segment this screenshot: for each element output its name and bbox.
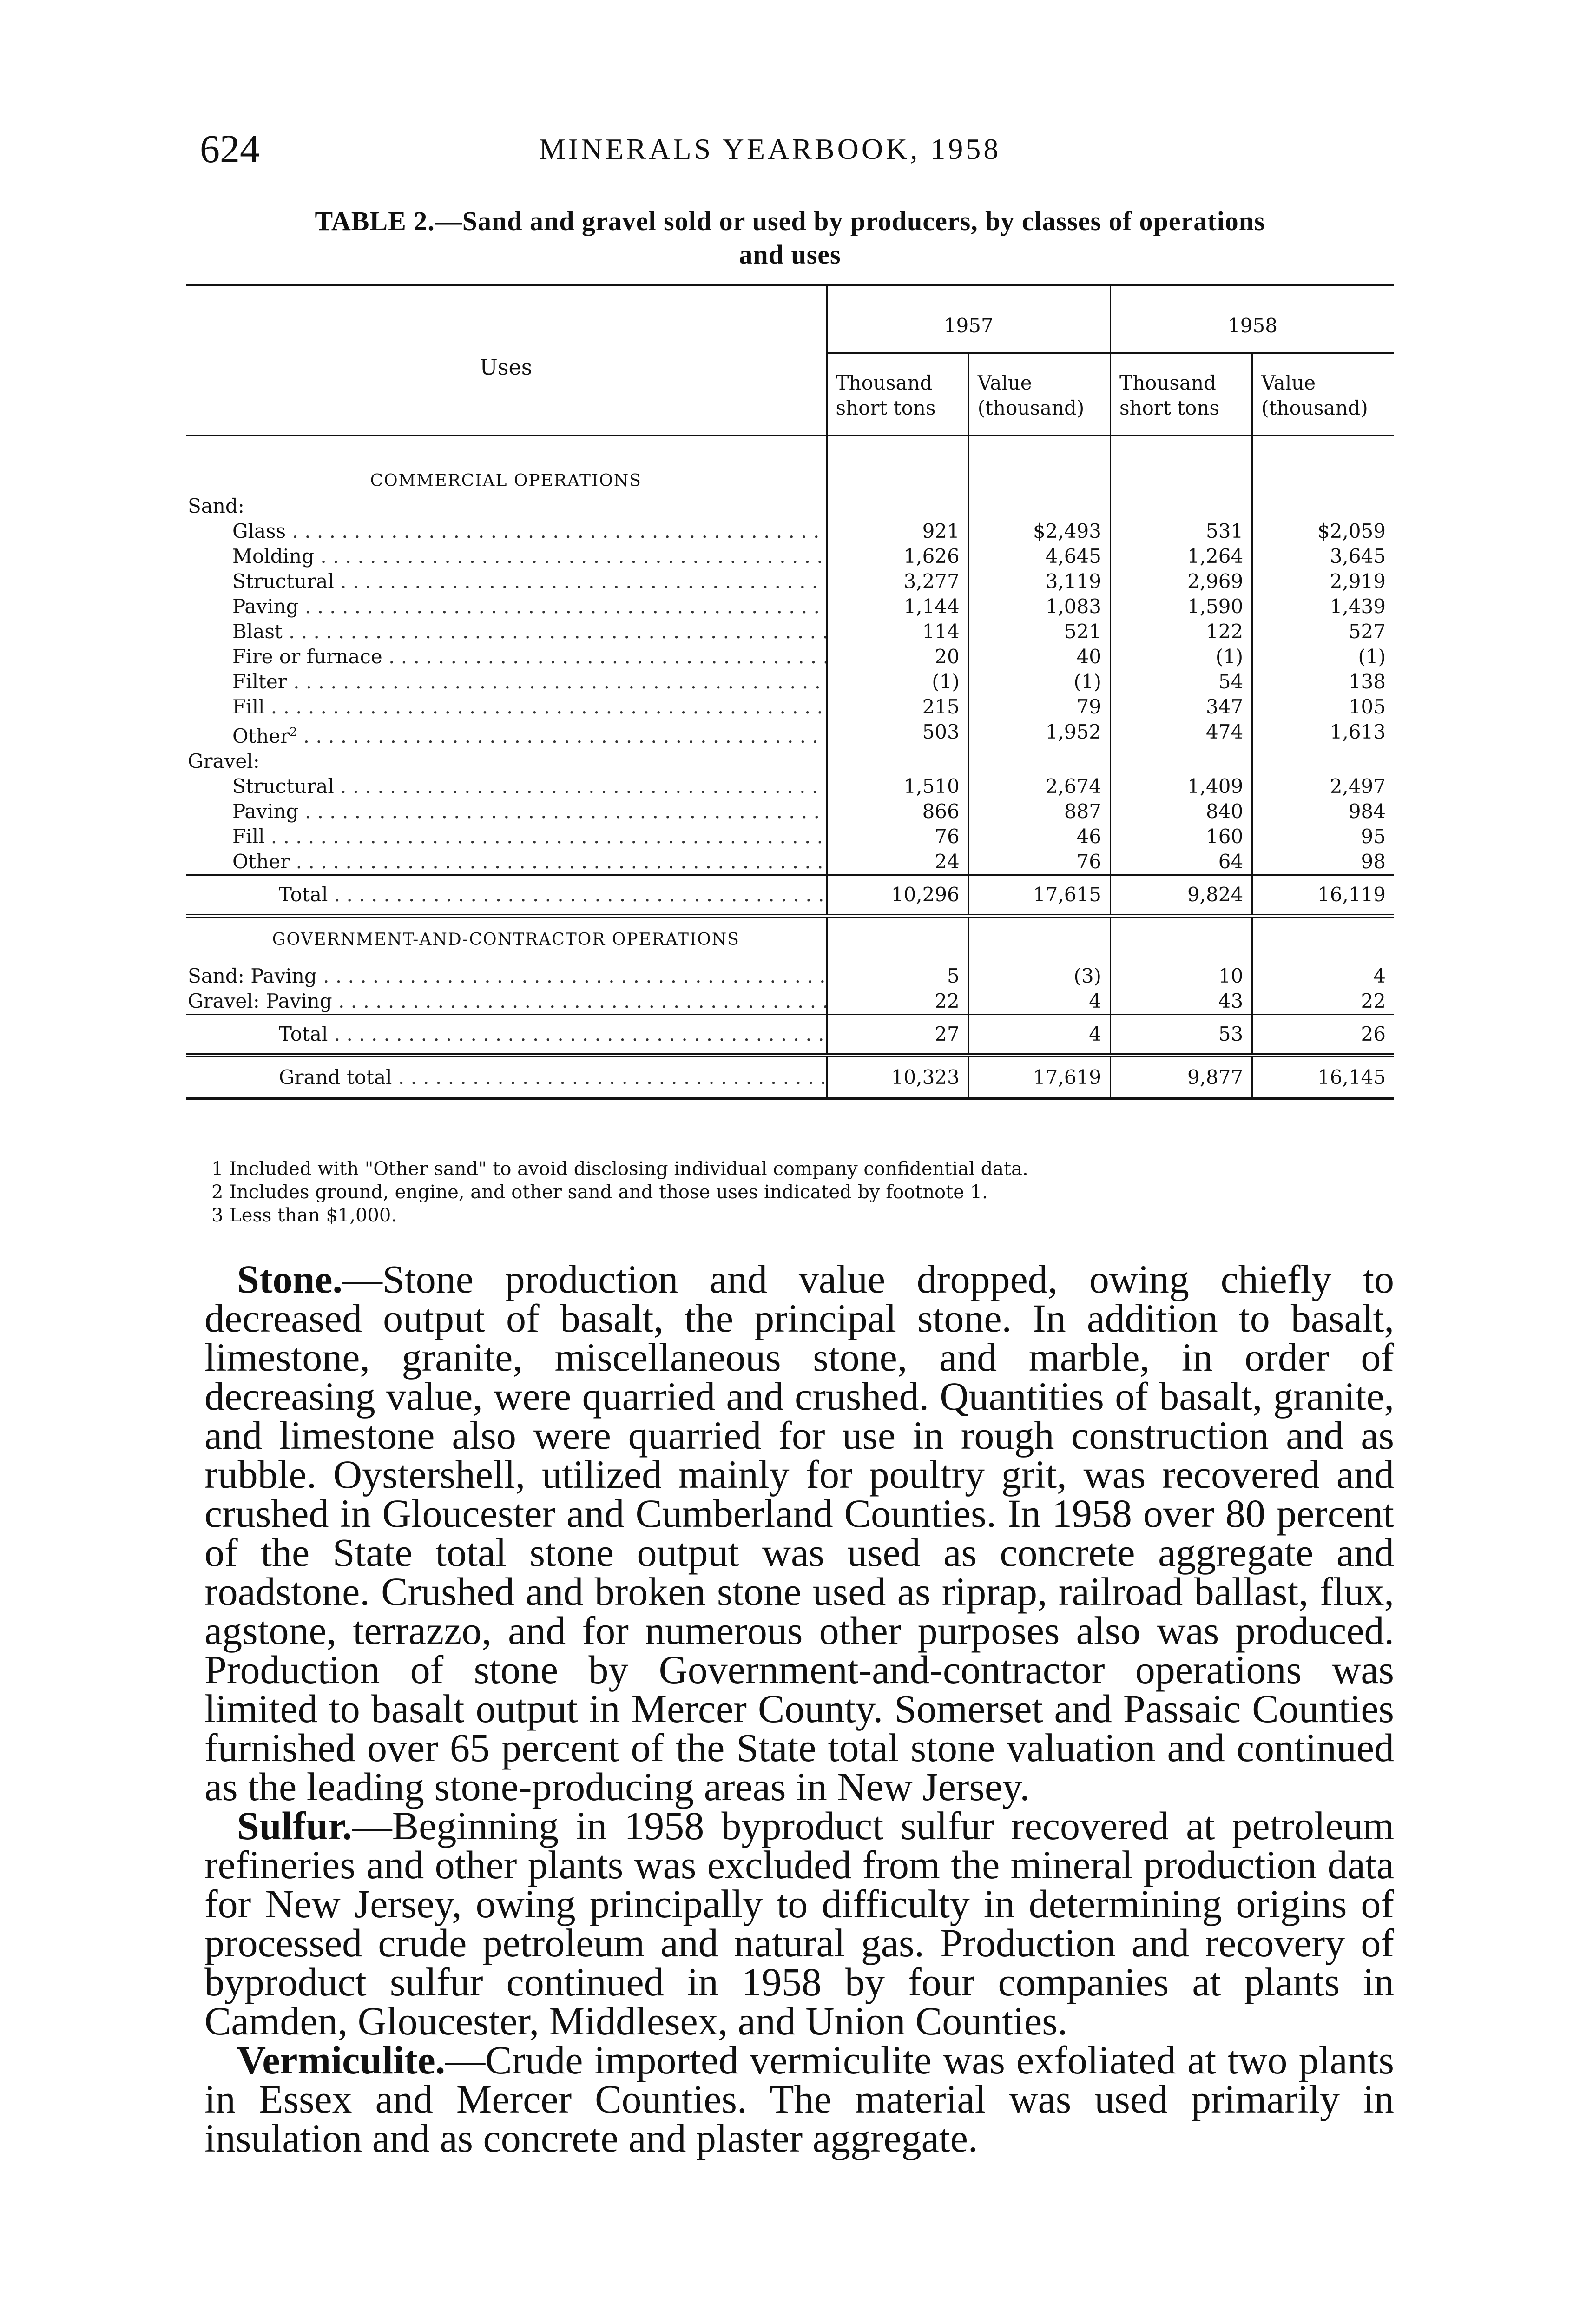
cell: (1) <box>827 669 968 694</box>
cell: 76 <box>968 849 1110 875</box>
cell: 98 <box>1252 849 1394 875</box>
cell: 4 <box>968 1015 1110 1056</box>
table-row <box>186 952 1394 989</box>
row-label-total-commercial: Total . . . <box>279 883 827 906</box>
cell: 921 <box>827 519 968 544</box>
table-row <box>186 720 1394 749</box>
cell: 1,626 <box>827 544 968 569</box>
cell: 1,083 <box>968 594 1110 619</box>
cell: 1,510 <box>827 774 968 799</box>
cell: 79 <box>968 694 1110 720</box>
table-footnotes <box>211 1157 1373 1227</box>
cell: 2,919 <box>1252 569 1394 594</box>
row-label-blast: Blast . . . <box>232 620 827 643</box>
row-label-structural: Structural . . . <box>232 570 827 593</box>
cell: 887 <box>968 799 1110 824</box>
table-row <box>186 494 1394 519</box>
cell: 53 <box>1110 1015 1252 1056</box>
cell: 3,277 <box>827 569 968 594</box>
cell: 5 <box>827 952 968 989</box>
cell: 138 <box>1252 669 1394 694</box>
cell: 347 <box>1110 694 1252 720</box>
page-number: 624 <box>200 126 260 171</box>
paragraph-stone <box>204 1257 1394 1809</box>
cell: 22 <box>827 989 968 1015</box>
year-header-1957: 1957 <box>827 285 1110 353</box>
cell: 4 <box>1252 952 1394 989</box>
cell: 1,409 <box>1110 774 1252 799</box>
page-header <box>200 125 1399 177</box>
cell: 474 <box>1110 720 1252 749</box>
cell: 17,615 <box>968 875 1110 916</box>
year-header-1958: 1958 <box>1110 285 1394 353</box>
cell: 16,119 <box>1252 875 1394 916</box>
cell: 984 <box>1252 799 1394 824</box>
cell: 2,969 <box>1110 569 1252 594</box>
cell: 840 <box>1110 799 1252 824</box>
col-header-thousand-1957: Thousand short tons <box>827 353 968 436</box>
cell: (1) <box>1110 644 1252 669</box>
cell: 3,645 <box>1252 544 1394 569</box>
stone-text: —Stone production and value dropped, owing chiefly to decreased output of basalt, the principal stone. In addition to basalt, limestone, granite, miscellaneous stone, and marble, in order of decreasing value, were quarried and crushed. Quantities of basalt, granite, and limestone also were quarried for use in rough construction and as rubble. Oystershell, utilized mainly for poultry grit, was recovered and crushed in Gloucester and Cumberland Counties. In 1958 over 80 percent of the State total stone output was used as concrete aggregate and roadstone. Crushed and broken stone used as riprap, railroad ballast, flux, agstone, terrazzo, and for numerous other purposes also was produced. Production of stone by Government-and-contractor operations was limited to basalt output in Mercer County. Somerset and Passaic Counties furnished over 65 percent of the State total stone valuation and continued as the leading stone-producing areas in New Jersey. <box>204 1257 1394 1809</box>
cell: 9,824 <box>1110 875 1252 916</box>
table-row <box>186 594 1394 619</box>
cell: 27 <box>827 1015 968 1056</box>
cell: 22 <box>1252 989 1394 1015</box>
cell: 9,877 <box>1110 1056 1252 1099</box>
cell: 2,497 <box>1252 774 1394 799</box>
row-label-gravel-paving: Paving . . . <box>232 800 827 823</box>
body-text <box>204 1257 1394 2160</box>
cell: 521 <box>968 619 1110 644</box>
cell: 160 <box>1110 824 1252 849</box>
cell: 866 <box>827 799 968 824</box>
running-title: MINERALS YEARBOOK, 1958 <box>539 132 1001 165</box>
cell: 43 <box>1110 989 1252 1015</box>
cell: 527 <box>1252 619 1394 644</box>
row-label-gravel: Gravel: <box>188 750 260 772</box>
row-label-grand-total: Grand total . . . <box>279 1066 827 1089</box>
row-label-gravel-other: Other . . . <box>232 850 827 873</box>
cell: 1,264 <box>1110 544 1252 569</box>
section-government: GOVERNMENT-AND-CONTRACTOR OPERATIONS <box>272 930 740 949</box>
cell: 64 <box>1110 849 1252 875</box>
row-label-gravel-fill: Fill . . . <box>232 825 827 848</box>
table-row <box>186 799 1394 824</box>
cell: 1,144 <box>827 594 968 619</box>
row-label-fill: Fill . . . <box>232 695 827 718</box>
cell: $2,059 <box>1252 519 1394 544</box>
footnote-1: 1 Included with "Other sand" to avoid disclosing individual company confidential data. <box>211 1158 1028 1180</box>
table-row <box>186 619 1394 644</box>
table-row <box>186 875 1394 916</box>
table-caption-line-2: and uses <box>739 239 841 270</box>
table-row <box>186 774 1394 799</box>
table-row <box>186 569 1394 594</box>
table-caption-line-1: TABLE 2.—Sand and gravel sold or used by producers, by classes of operations <box>315 206 1265 236</box>
cell: 95 <box>1252 824 1394 849</box>
cell: (1) <box>968 669 1110 694</box>
stone-heading: Stone. <box>237 1257 342 1301</box>
row-label-other: Other <box>232 725 290 747</box>
cell: 1,952 <box>968 720 1110 749</box>
col-header-value-1957: Value (thousand) <box>968 353 1110 436</box>
cell: 10,323 <box>827 1056 968 1099</box>
cell: 1,439 <box>1252 594 1394 619</box>
cell: 40 <box>968 644 1110 669</box>
cell: 122 <box>1110 619 1252 644</box>
cell: 114 <box>827 619 968 644</box>
row-label-filter: Filter . . . <box>232 670 827 693</box>
cell: 76 <box>827 824 968 849</box>
row-label-gravel-structural: Structural . . . <box>232 775 827 798</box>
cell: 46 <box>968 824 1110 849</box>
footnote-ref-2: 2 <box>290 725 297 739</box>
row-label-gov-gravel-paving: Gravel: Paving . . . <box>188 990 827 1012</box>
table-caption <box>186 205 1394 271</box>
row-label-total-government: Total . . . <box>279 1023 827 1045</box>
row-label-glass: Glass . . . <box>232 520 827 542</box>
cell: 531 <box>1110 519 1252 544</box>
table-row <box>186 749 1394 774</box>
cell: 1,590 <box>1110 594 1252 619</box>
row-label-sand: Sand: <box>188 495 244 517</box>
sulfur-text: —Beginning in 1958 byproduct sulfur recovered at petroleum refineries and other plants was excluded from the mineral production data for New Jersey, owing principally to difficulty in determining origins of processed crude petroleum and natural gas. Production and recovery of byproduct sulfur continued in 1958 by four companies at plants in Camden, Gloucester, Middlesex, and Union Counties. <box>204 1803 1394 2043</box>
vermiculite-heading: Vermiculite. <box>237 2038 446 2082</box>
table-row <box>186 989 1394 1015</box>
cell: 24 <box>827 849 968 875</box>
row-label-molding: Molding . . . <box>232 545 827 568</box>
cell: 1,613 <box>1252 720 1394 749</box>
table-row <box>186 669 1394 694</box>
cell: 4 <box>968 989 1110 1015</box>
paragraph-sulfur <box>204 1803 1394 2043</box>
cell: 10,296 <box>827 875 968 916</box>
row-label-fire-or-furnace: Fire or furnace . . . <box>232 645 827 668</box>
cell: 17,619 <box>968 1056 1110 1099</box>
table-row <box>186 1056 1394 1099</box>
vermiculite-text: —Crude imported vermiculite was exfoliated at two plants in Essex and Mercer Counties. The material was used primarily in insulation and as concrete and plaster aggregate. <box>204 2038 1394 2160</box>
cell: 503 <box>827 720 968 749</box>
row-label-gov-sand-paving: Sand: Paving . . . <box>188 964 827 987</box>
table-row <box>186 694 1394 720</box>
section-commercial: COMMERCIAL OPERATIONS <box>370 471 642 490</box>
cell: 3,119 <box>968 569 1110 594</box>
table-row <box>186 1015 1394 1056</box>
paragraph-vermiculite <box>204 2040 1394 2158</box>
col-header-thousand-1958: Thousand short tons <box>1110 353 1252 436</box>
cell: (1) <box>1252 644 1394 669</box>
cell: 54 <box>1110 669 1252 694</box>
cell: 16,145 <box>1252 1056 1394 1099</box>
table-row <box>186 519 1394 544</box>
uses-header: Uses <box>186 285 827 436</box>
table-row <box>186 849 1394 875</box>
cell: 215 <box>827 694 968 720</box>
footnote-3: 3 Less than $1,000. <box>211 1205 397 1226</box>
cell: 20 <box>827 644 968 669</box>
sand-gravel-table <box>186 284 1394 1100</box>
cell: 4,645 <box>968 544 1110 569</box>
col-header-value-1958: Value (thousand) <box>1252 353 1394 436</box>
cell: 26 <box>1252 1015 1394 1056</box>
table-row <box>186 544 1394 569</box>
footnote-2: 2 Includes ground, engine, and other sand and those uses indicated by footnote 1. <box>211 1182 988 1203</box>
sulfur-heading: Sulfur. <box>237 1803 352 1848</box>
table-row <box>186 824 1394 849</box>
cell: (3) <box>968 952 1110 989</box>
cell: 105 <box>1252 694 1394 720</box>
cell: 10 <box>1110 952 1252 989</box>
cell: $2,493 <box>968 519 1110 544</box>
row-label-paving: Paving . . . <box>232 595 827 618</box>
table-row <box>186 644 1394 669</box>
cell: 2,674 <box>968 774 1110 799</box>
